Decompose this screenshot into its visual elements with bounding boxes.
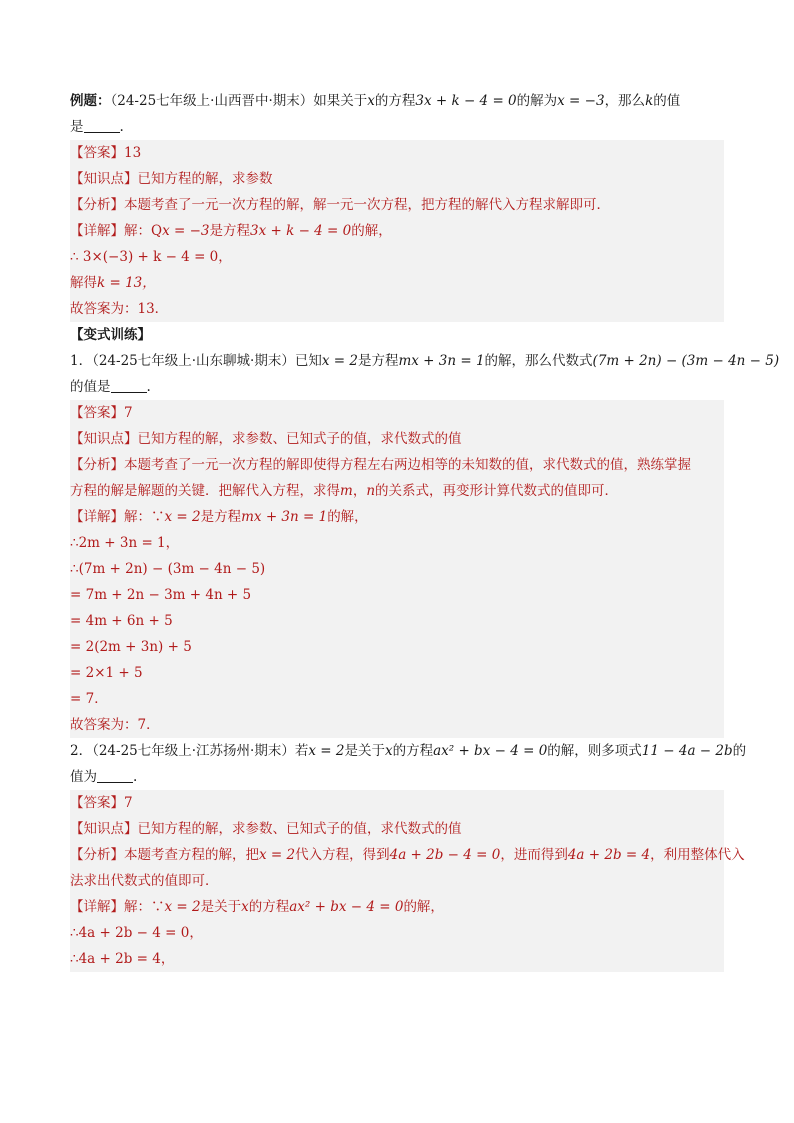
answer-line: [70, 400, 724, 426]
question-number: 2．: [70, 743, 93, 759]
detail-text: 解得: [70, 275, 97, 291]
answer-value: 13: [124, 145, 142, 161]
analysis-value: ，利用整体代入: [650, 847, 745, 863]
analysis-value: 方程的解是解题的关键．把解代入方程，求得: [70, 483, 340, 499]
question-text: 的解，则多项式: [547, 743, 642, 759]
answer-tag: 【答案】: [70, 405, 124, 421]
knowledge-tag: 【知识点】: [70, 431, 138, 447]
example-solution-block: [70, 140, 724, 322]
question-text: 已知: [294, 353, 322, 369]
analysis-value: ，进而得到: [500, 847, 568, 863]
question-text: .: [146, 379, 151, 395]
math-equation: mx + 3n = 1: [398, 353, 485, 369]
answer-line: [70, 790, 724, 816]
analysis-line-1: [70, 452, 724, 478]
detail-tag: 【详解】: [70, 223, 124, 239]
example-text: 的解为: [516, 93, 558, 109]
detail-tag: 【详解】: [70, 509, 124, 525]
analysis-line-1: [70, 842, 745, 868]
q1-line-2: [70, 374, 724, 400]
math-var: x: [241, 899, 249, 915]
math-solution: x = 2: [259, 847, 296, 863]
detail-step: = 2(2m + 3n) + 5: [70, 639, 192, 655]
detail-final: 故答案为：13．: [70, 301, 169, 317]
question-text: 的: [732, 743, 747, 759]
question-text: 的解，那么代数式: [484, 353, 593, 369]
example-text: ，那么: [604, 93, 646, 109]
analysis-tag: 【分析】: [70, 847, 124, 863]
detail-line-1: [70, 894, 724, 920]
detail-line-2: ∴ 3×(−3) + k − 4 = 0，: [70, 249, 232, 265]
detail-step: = 2×1 + 5: [70, 665, 143, 681]
answer-line: [70, 140, 724, 166]
answer-blank: [97, 768, 133, 783]
question-text: 是方程: [357, 353, 399, 369]
detail-step: = 4m + 6n + 5: [70, 613, 173, 629]
math-equation: ax² + bx − 4 = 0: [289, 899, 404, 915]
math-equation: 3x + k − 4 = 0: [250, 223, 352, 239]
detail-text: 解：Q: [124, 223, 163, 239]
answer-value: 7: [124, 795, 133, 811]
example-text: 是: [70, 119, 84, 135]
math-equation: 4a + 2b − 4 = 0: [389, 847, 501, 863]
question-text: 的值是: [70, 379, 111, 395]
knowledge-value: 已知方程的解，求参数: [137, 171, 273, 187]
math-expression: 11 − 4a − 2b: [641, 743, 733, 759]
knowledge-value: 已知方程的解，求参数、已知式子的值，求代数式的值: [137, 431, 462, 447]
answer-tag: 【答案】: [70, 145, 124, 161]
detail-text: 解：∵: [124, 509, 165, 525]
math-solution: x = 2: [321, 353, 358, 369]
content: [70, 88, 780, 972]
detail-step: = 7m + 2n − 3m + 4n + 5: [70, 587, 252, 603]
math-solution: x = −3: [162, 223, 210, 239]
question-text: 值为: [70, 769, 97, 785]
knowledge-line: [70, 166, 724, 192]
question-text: 若: [294, 743, 309, 759]
knowledge-line: [70, 426, 724, 452]
q2-line-2: [70, 764, 724, 790]
math-var: x: [384, 743, 393, 759]
example-line-1: [70, 88, 724, 114]
analysis-line-2: 法求出代数式的值即可．: [70, 873, 219, 889]
detail-text: 是方程: [200, 509, 242, 525]
analysis-line: [70, 192, 724, 218]
q2-solution-block: [70, 790, 745, 972]
math-equation: 4a + 2b = 4: [567, 847, 651, 863]
question-source: （24-25七年级上·山东聊城·期末）: [92, 353, 295, 369]
math-var: n: [366, 483, 376, 499]
example-label: 例题：: [70, 93, 111, 109]
detail-line-1: [70, 218, 724, 244]
analysis-value: 本题考查了一元一次方程的解，解一元一次方程，把方程的解代入方程求解即可．: [124, 197, 610, 213]
q1-solution-block: [70, 400, 724, 738]
analysis-line-2: [70, 478, 724, 504]
math-expression: (7m + 2n) − (3m − 4n − 5): [592, 353, 780, 369]
math-result: k = 13，: [97, 275, 156, 291]
analysis-value: 本题考查方程的解，把: [124, 847, 259, 863]
question-number: 1．: [70, 353, 93, 369]
q1-line-1: [70, 348, 780, 374]
q2-line-1: [70, 738, 747, 764]
answer-value: 7: [124, 405, 133, 421]
math-equation: 3x + k − 4 = 0: [415, 93, 517, 109]
detail-step: = 7．: [70, 691, 108, 707]
detail-text: 的方程: [248, 899, 290, 915]
question-text: .: [133, 769, 138, 785]
detail-text: 是关于: [200, 899, 242, 915]
knowledge-line: [70, 816, 724, 842]
analysis-tag: 【分析】: [70, 197, 124, 213]
detail-text: 是方程: [209, 223, 250, 239]
example-text: 的方程: [374, 93, 416, 109]
math-equation: mx + 3n = 1: [241, 509, 328, 525]
detail-step: ∴(7m + 2n) − (3m − 4n − 5): [70, 561, 266, 577]
math-solution: x = 2: [308, 743, 345, 759]
knowledge-tag: 【知识点】: [70, 821, 138, 837]
analysis-value: 代入方程，得到: [295, 847, 390, 863]
analysis-tag: 【分析】: [70, 457, 124, 473]
analysis-value: ，: [352, 483, 367, 499]
detail-line-3: [70, 270, 724, 296]
question-source: （24-25七年级上·江苏扬州·期末）: [92, 743, 295, 759]
detail-tag: 【详解】: [70, 899, 124, 915]
math-var: k: [645, 93, 654, 109]
knowledge-tag: 【知识点】: [70, 171, 138, 187]
question-text: 的方程: [392, 743, 434, 759]
detail-text: 的解，: [403, 899, 444, 915]
math-var: m: [340, 483, 353, 499]
example-line-2: [70, 114, 724, 140]
example-text: 的值: [653, 93, 681, 109]
detail-line-1: [70, 504, 724, 530]
example-text: 如果关于: [313, 93, 368, 109]
detail-step: ∴4a + 2b = 4，: [70, 951, 175, 967]
answer-blank: [111, 378, 147, 393]
math-solution: x = 2: [164, 509, 201, 525]
question-text: 是关于: [344, 743, 385, 759]
detail-step: ∴4a + 2b − 4 = 0，: [70, 925, 203, 941]
math-solution: x = 2: [164, 899, 201, 915]
detail-step: ∴2m + 3n = 1，: [70, 535, 180, 551]
variant-title: 【变式训练】: [70, 327, 151, 343]
answer-tag: 【答案】: [70, 795, 124, 811]
detail-text: 的解，: [327, 509, 368, 525]
math-var: x: [367, 93, 375, 109]
knowledge-value: 已知方程的解，求参数、已知式子的值，求代数式的值: [137, 821, 462, 837]
example-text: .: [119, 119, 124, 135]
detail-final: 故答案为：7．: [70, 717, 160, 733]
analysis-value: 的关系式，再变形计算代数式的值即可．: [375, 483, 619, 499]
answer-blank: [84, 118, 120, 133]
detail-text: 的解，: [351, 223, 392, 239]
math-equation: ax² + bx − 4 = 0: [433, 743, 548, 759]
analysis-value: 本题考查了一元一次方程的解即使得方程左右两边相等的未知数的值，求代数式的值，熟练掌握: [124, 457, 691, 473]
detail-text: 解：∵: [124, 899, 165, 915]
example-source: （24-25七年级上·山西晋中·期末）: [110, 93, 314, 109]
math-solution: x = −3: [557, 93, 605, 109]
